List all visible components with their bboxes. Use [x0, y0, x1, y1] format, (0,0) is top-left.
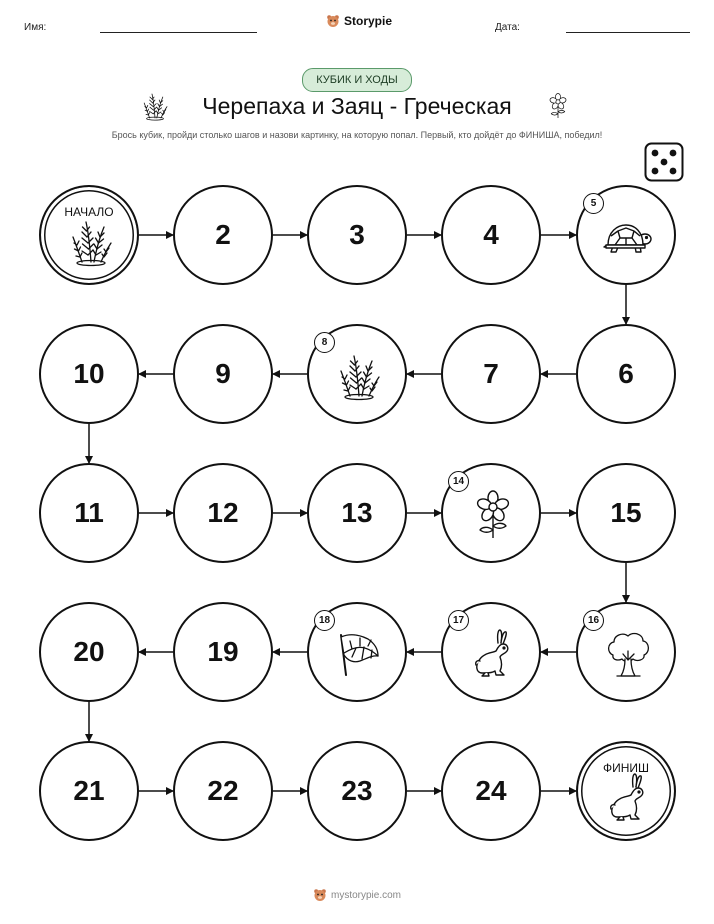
name-label: Имя: [24, 22, 47, 33]
game-type-badge: КУБИК И ХОДЫ [302, 68, 412, 92]
board-space-14[interactable] [441, 463, 541, 563]
date-label: Дата: [495, 22, 520, 33]
finish-label: ФИНИШ [602, 761, 650, 775]
space-number-badge: 18 [314, 610, 335, 631]
footer [0, 888, 714, 902]
fern-icon [66, 217, 116, 267]
page-title: Черепаха и Заяц - Греческая [202, 93, 512, 119]
board-space-3[interactable] [307, 185, 407, 285]
space-number: 9 [215, 358, 231, 389]
board-space-21[interactable] [39, 741, 139, 841]
space-number-badge: 8 [314, 332, 335, 353]
space-number: 15 [610, 497, 642, 528]
board-space-2[interactable] [173, 185, 273, 285]
space-number-badge: 17 [448, 610, 469, 631]
board-space-16[interactable] [576, 602, 676, 702]
turtle-icon [603, 212, 653, 262]
board-space-20[interactable] [39, 602, 139, 702]
space-number: 10 [73, 358, 105, 389]
board-space-24[interactable] [441, 741, 541, 841]
space-number: 3 [349, 219, 365, 250]
board-space-9[interactable] [173, 324, 273, 424]
fern-icon [334, 351, 384, 401]
board-space-10[interactable] [39, 324, 139, 424]
bear-icon [313, 888, 327, 902]
leaf-icon [334, 629, 384, 679]
footer-url[interactable]: mystorypie.com [330, 889, 401, 901]
board-space-4[interactable] [441, 185, 541, 285]
board-space-13[interactable] [307, 463, 407, 563]
space-number-badge: 16 [583, 610, 604, 631]
space-number: 4 [483, 219, 499, 250]
start-label: НАЧАЛО [64, 205, 114, 219]
board-space-25[interactable] [576, 741, 676, 841]
board-space-22[interactable] [173, 741, 273, 841]
hare-icon [468, 629, 518, 679]
space-number: 19 [207, 636, 239, 667]
board-space-11[interactable] [39, 463, 139, 563]
flower-icon [468, 490, 518, 540]
board-space-18[interactable] [307, 602, 407, 702]
tree-icon [603, 629, 653, 679]
board-space-23[interactable] [307, 741, 407, 841]
space-number: 20 [73, 636, 105, 667]
board-space-15[interactable] [576, 463, 676, 563]
board-space-17[interactable] [441, 602, 541, 702]
board-space-5[interactable] [576, 185, 676, 285]
board-space-6[interactable] [576, 324, 676, 424]
space-number: 6 [618, 358, 634, 389]
space-number: 23 [341, 775, 373, 806]
space-number-badge: 5 [583, 193, 604, 214]
space-number: 24 [475, 775, 507, 806]
space-number: 21 [73, 775, 105, 806]
space-number-badge: 14 [448, 471, 469, 492]
space-number: 22 [207, 775, 239, 806]
board-space-12[interactable] [173, 463, 273, 563]
brand-name: Storypie [344, 14, 393, 28]
space-number: 13 [341, 497, 373, 528]
hare-icon [603, 773, 653, 823]
space-number: 11 [74, 497, 104, 528]
board-space-1[interactable] [39, 185, 139, 285]
space-number: 7 [483, 358, 499, 389]
space-number: 12 [207, 497, 239, 528]
space-number: 2 [215, 219, 231, 250]
board-space-8[interactable] [307, 324, 407, 424]
instructions: Брось кубик, пройди столько шагов и назови картинку, на которую попал. Первый, кто дойдёт до ФИНИША, победил! [111, 130, 603, 140]
board-space-19[interactable] [173, 602, 273, 702]
board-space-7[interactable] [441, 324, 541, 424]
